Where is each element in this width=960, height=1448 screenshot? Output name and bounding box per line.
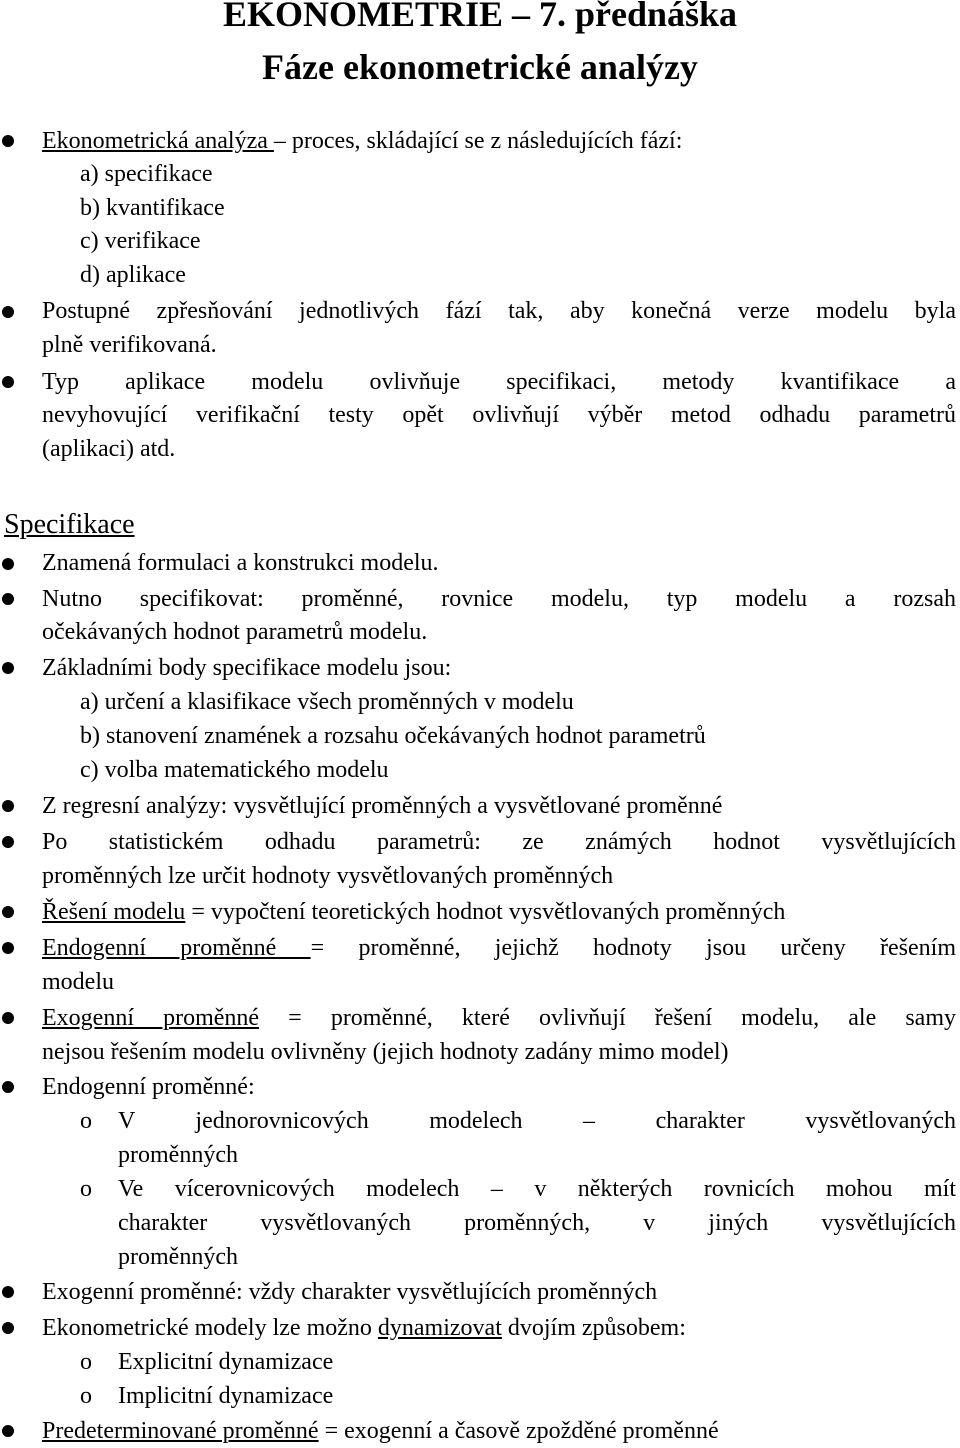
spec-bullet-5-line-1: Po statistickém odhadu parametrů: ze známých hodnot vysvětlujících xyxy=(42,829,956,855)
spec-point: c) volba matematického modelu xyxy=(80,757,389,783)
bullet-dot xyxy=(2,135,14,147)
spec-bullet-7-line-2: modelu xyxy=(42,969,114,995)
sub-marker: o xyxy=(80,1349,92,1375)
bullet-dot xyxy=(2,1081,14,1093)
spec-point: a) určení a klasifikace všech proměnných v modelu xyxy=(80,689,574,715)
spec-bullet-9: Endogenní proměnné: xyxy=(42,1074,255,1100)
spec-bullet-12: Predeterminované proměnné = exogenní a časově zpožděné proměnné xyxy=(42,1418,719,1444)
lecture-title: EKONOMETRIE – 7. přednáška xyxy=(222,0,738,34)
bullet-dot xyxy=(2,1425,14,1437)
spec-point: b) stanovení znamének a rozsahu očekávaných hodnot parametrů xyxy=(80,723,706,749)
spec-bullet-4: Z regresní analýzy: vysvětlující proměnných a vysvětlované proměnné xyxy=(42,793,723,819)
bullet-dot xyxy=(2,306,14,318)
bullet-dot xyxy=(2,662,14,674)
bullet-dot xyxy=(2,376,14,388)
spec-bullet-3: Základními body specifikace modelu jsou: xyxy=(42,655,452,681)
intro-bullet-2-line-2: plně verifikovaná. xyxy=(42,332,217,358)
sub-marker: o xyxy=(80,1108,92,1134)
bullet-dot xyxy=(2,906,14,918)
intro-bullet-1: Ekonometrická analýza – proces, skládající se z následujících fází: xyxy=(42,128,683,154)
phase-item: c) verifikace xyxy=(80,228,201,254)
spec-bullet-10: Exogenní proměnné: vždy charakter vysvětlujících proměnných xyxy=(42,1279,658,1305)
term-predetermined: Predeterminované proměnné xyxy=(42,1418,319,1444)
bullet-dot xyxy=(2,1286,14,1298)
phase-item: a) specifikace xyxy=(80,161,213,187)
spec-bullet-2-line-1: Nutno specifikovat: proměnné, rovnice modelu, typ modelu a rozsah xyxy=(42,586,956,612)
sub-item-1-line-2: proměnných xyxy=(118,1142,238,1168)
spec-bullet-1: Znamená formulaci a konstrukci modelu. xyxy=(42,550,439,576)
sub-item-1-line-1: V jednorovnicových modelech – charakter vysvětlovaných xyxy=(118,1108,956,1134)
phase-item: b) kvantifikace xyxy=(80,195,225,221)
bullet-dot xyxy=(2,942,14,954)
phase-item: d) aplikace xyxy=(80,262,186,288)
spec-bullet-8-line-1: Exogenní proměnné = proměnné, které ovlivňují řešení modelu, ale samy xyxy=(42,1005,956,1031)
sub-marker: o xyxy=(80,1383,92,1409)
bullet-dot xyxy=(2,836,14,848)
sub-item-2-line-1: Ve vícerovnicových modelech – v některých rovnicích mohou mít xyxy=(118,1176,956,1202)
intro-bullet-3-line-3: (aplikaci) atd. xyxy=(42,436,176,462)
term-endogenous: Endogenní proměnné xyxy=(42,935,311,961)
bullet-dot xyxy=(2,800,14,812)
section-heading-specifikace: Specifikace xyxy=(4,509,135,540)
bullet-dot xyxy=(2,558,14,570)
term-dynamize: dynamizovat xyxy=(377,1315,502,1341)
spec-bullet-6: Řešení modelu = vypočtení teoretických hodnot vysvětlovaných proměnných xyxy=(42,899,786,925)
term-exogenous: Exogenní proměnné xyxy=(42,1005,260,1031)
intro-bullet-3-line-2: nevyhovující verifikační testy opět ovlivňují výběr metod odhadu parametrů xyxy=(42,402,956,428)
term-econometric-analysis: Ekonometrická analýza xyxy=(42,128,274,154)
sub-item-2-line-3: proměnných xyxy=(118,1244,238,1270)
sub-item-2-line-2: charakter vysvětlovaných proměnných, v jiných vysvětlujících xyxy=(118,1210,956,1236)
term-model-solution: Řešení modelu xyxy=(42,899,186,925)
sub-marker: o xyxy=(80,1176,92,1202)
bullet-dot xyxy=(2,593,14,605)
spec-bullet-11: Ekonometrické modely lze možno dynamizovat dvojím způsobem: xyxy=(42,1315,686,1341)
lecture-subtitle: Fáze ekonometrické analýzy xyxy=(262,47,698,87)
spec-bullet-8-line-2: nejsou řešením modelu ovlivněny (jejich hodnoty zadány mimo model) xyxy=(42,1039,729,1065)
bullet-dot xyxy=(2,1322,14,1334)
intro-bullet-2-line-1: Postupné zpřesňování jednotlivých fází tak, aby konečná verze modelu byla xyxy=(42,298,956,324)
dynamization-item: Implicitní dynamizace xyxy=(118,1383,334,1409)
dynamization-item: Explicitní dynamizace xyxy=(118,1349,334,1375)
spec-bullet-5-line-2: proměnných lze určit hodnoty vysvětlovaných proměnných xyxy=(42,863,614,889)
bullet-dot xyxy=(2,1012,14,1024)
spec-bullet-7-line-1: Endogenní proměnné = proměnné, jejichž hodnoty jsou určeny řešením xyxy=(42,935,956,961)
intro-bullet-3-line-1: Typ aplikace modelu ovlivňuje specifikaci, metody kvantifikace a xyxy=(42,369,956,395)
spec-bullet-2-line-2: očekávaných hodnot parametrů modelu. xyxy=(42,619,428,645)
